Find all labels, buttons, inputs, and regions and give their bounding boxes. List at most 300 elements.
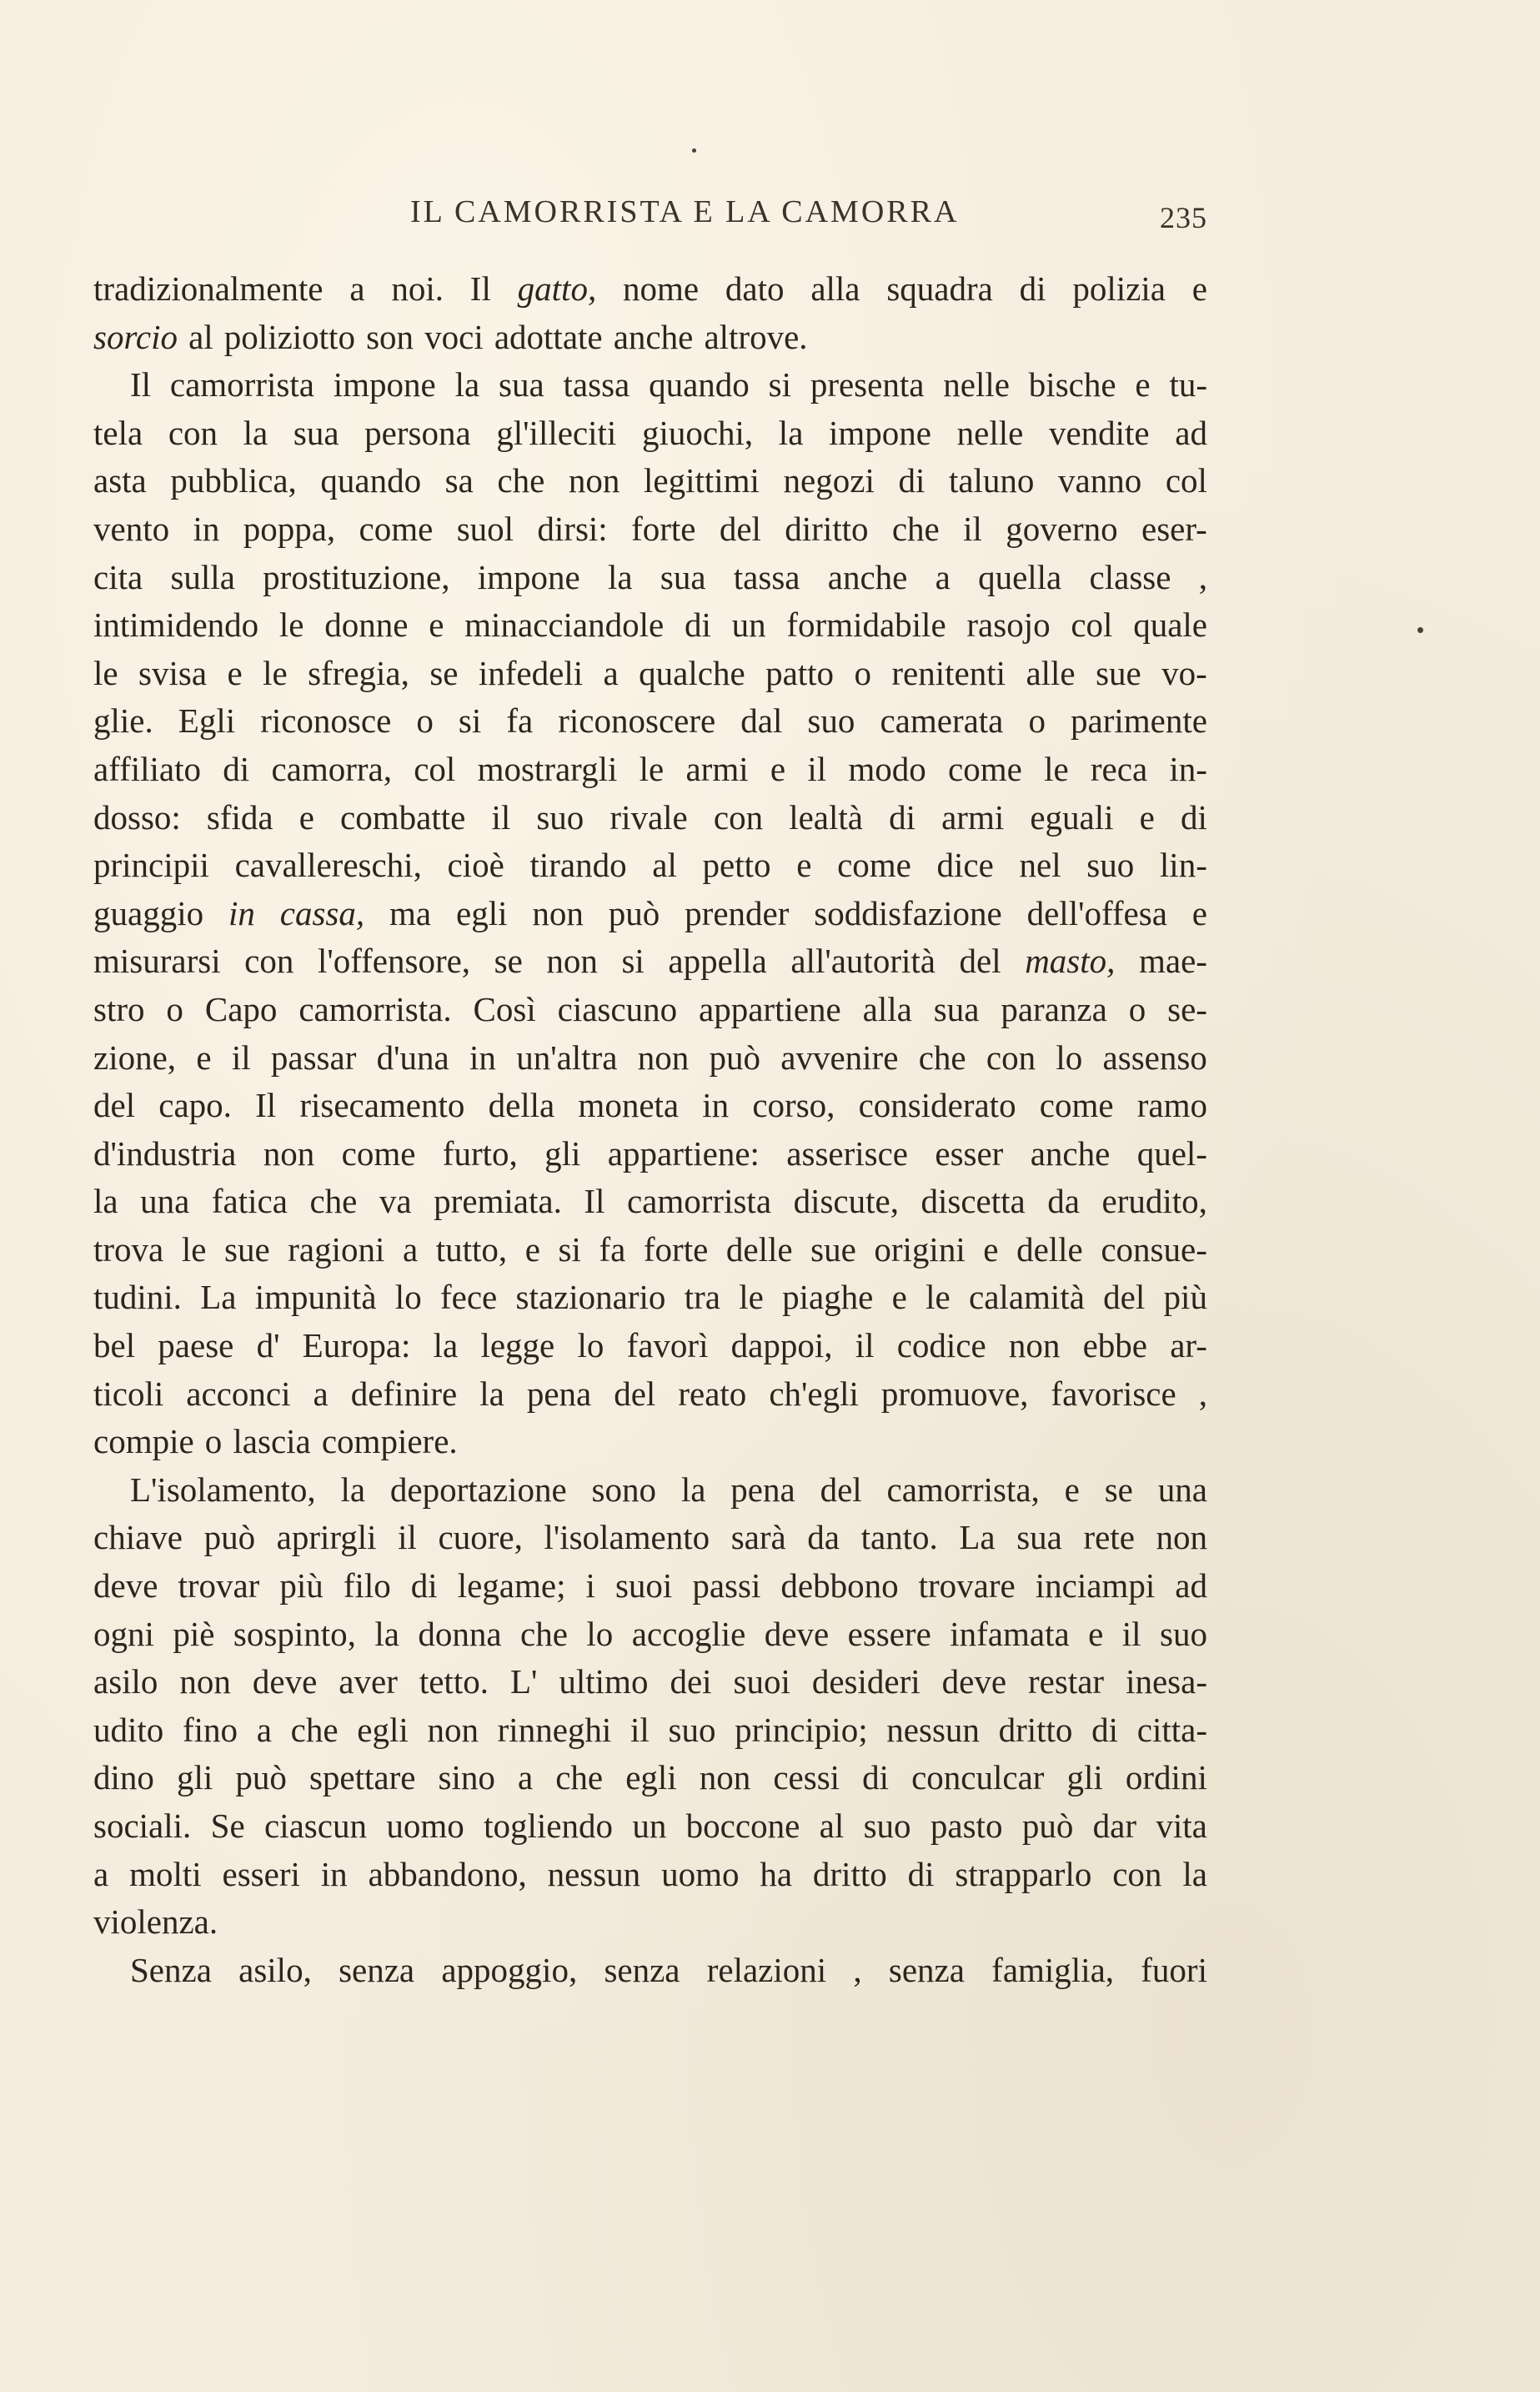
word: ciascuno bbox=[557, 989, 678, 1028]
word: e bbox=[227, 653, 243, 692]
word: quel- bbox=[1136, 1133, 1207, 1173]
word: sono bbox=[591, 1470, 656, 1509]
word: impunità bbox=[254, 1278, 377, 1317]
text-line bbox=[93, 842, 1207, 890]
word: può bbox=[709, 1038, 760, 1077]
word: anche bbox=[613, 317, 694, 356]
word: citta- bbox=[1136, 1710, 1207, 1749]
word: sfregia, bbox=[308, 653, 409, 692]
text-line bbox=[93, 1851, 1207, 1899]
word: reca bbox=[1090, 749, 1148, 788]
word: armi bbox=[685, 749, 749, 788]
word: taluno bbox=[948, 461, 1035, 500]
word: abbandono, bbox=[368, 1854, 527, 1893]
word: conculcar bbox=[911, 1758, 1045, 1797]
word: lascia bbox=[233, 1422, 311, 1461]
word: col bbox=[1071, 606, 1113, 645]
word: suo bbox=[863, 1807, 911, 1845]
word: lealtà bbox=[789, 797, 863, 837]
word: deve bbox=[93, 1566, 158, 1606]
word: a bbox=[349, 269, 365, 308]
word: alle bbox=[1026, 653, 1076, 692]
word: rivale bbox=[609, 797, 688, 837]
text-line bbox=[93, 1226, 1207, 1274]
word: vendite bbox=[1048, 413, 1150, 452]
word: e bbox=[1064, 1470, 1080, 1509]
word: non bbox=[263, 1133, 315, 1173]
word: fuori bbox=[1141, 1950, 1207, 1989]
text-line bbox=[93, 1370, 1207, 1419]
word: sua bbox=[660, 557, 706, 596]
word: sue bbox=[224, 1229, 270, 1269]
word: polizia bbox=[1072, 269, 1166, 308]
word: di bbox=[1091, 1710, 1119, 1749]
word: se bbox=[494, 942, 523, 981]
text-line bbox=[93, 1562, 1207, 1611]
word: assenso bbox=[1102, 1038, 1207, 1077]
word: in bbox=[193, 509, 220, 548]
word: udito bbox=[93, 1710, 164, 1749]
word: fa bbox=[506, 701, 534, 741]
word: le bbox=[278, 606, 304, 645]
word: non bbox=[568, 461, 620, 500]
word: egli bbox=[456, 893, 508, 932]
word: principii bbox=[93, 846, 209, 885]
word: del bbox=[614, 1374, 656, 1413]
word: le bbox=[739, 1278, 764, 1317]
word: capo. bbox=[158, 1086, 232, 1125]
word: spettare bbox=[309, 1758, 416, 1797]
word: inciampi bbox=[1035, 1566, 1156, 1606]
word: nel bbox=[1019, 846, 1061, 885]
word: con bbox=[713, 797, 764, 837]
word: non bbox=[1008, 1326, 1061, 1365]
word: di bbox=[907, 1854, 935, 1893]
text-line bbox=[93, 314, 1207, 362]
text-line bbox=[93, 1947, 1207, 1995]
text-line bbox=[93, 650, 1207, 698]
word: il bbox=[231, 1038, 251, 1077]
word: l'isolamento bbox=[544, 1518, 710, 1557]
word: quale bbox=[1133, 606, 1207, 645]
word: squadra bbox=[886, 269, 993, 308]
word: petto bbox=[702, 846, 771, 885]
word: legge bbox=[480, 1326, 555, 1365]
word: lo bbox=[1056, 1038, 1083, 1077]
word: le bbox=[93, 653, 118, 692]
word: ramo bbox=[1136, 1086, 1207, 1125]
word: favorisce bbox=[1051, 1374, 1176, 1413]
word: lo bbox=[577, 1326, 604, 1365]
word: inesa- bbox=[1126, 1662, 1207, 1701]
text-line bbox=[93, 1514, 1207, 1562]
word: le bbox=[1044, 749, 1069, 788]
word: discetta bbox=[920, 1182, 1026, 1221]
word: ch'egli bbox=[769, 1374, 859, 1413]
word: egli bbox=[625, 1758, 677, 1797]
word: noi. bbox=[391, 269, 444, 308]
word: a bbox=[603, 653, 619, 692]
word: la bbox=[608, 557, 633, 596]
word: ad bbox=[1175, 1566, 1207, 1606]
word: L'isolamento, bbox=[130, 1470, 316, 1509]
text-line bbox=[93, 361, 1207, 410]
word: del bbox=[1103, 1278, 1146, 1317]
word: strapparlo bbox=[955, 1854, 1092, 1893]
word: dal bbox=[740, 701, 783, 741]
word: gli bbox=[1066, 1758, 1103, 1797]
text-line bbox=[93, 265, 1207, 314]
word: fece bbox=[439, 1278, 498, 1317]
word: tassa bbox=[563, 365, 630, 405]
word: quando bbox=[320, 461, 422, 500]
word: sue bbox=[810, 1229, 856, 1269]
text-line bbox=[93, 1706, 1207, 1755]
word: cessi bbox=[773, 1758, 840, 1797]
word: con bbox=[1112, 1854, 1162, 1893]
text-line bbox=[93, 986, 1207, 1034]
word: stazionario bbox=[515, 1278, 666, 1317]
word: tassa bbox=[733, 557, 800, 596]
word: sua bbox=[293, 413, 339, 452]
word: renitenti bbox=[891, 653, 1006, 692]
word: e bbox=[1191, 269, 1207, 308]
word: impone bbox=[477, 557, 580, 596]
word: compie bbox=[93, 1422, 194, 1461]
word: di bbox=[889, 797, 915, 837]
word: paese bbox=[158, 1326, 234, 1365]
word: passi bbox=[692, 1566, 761, 1606]
word: persona bbox=[364, 413, 471, 452]
word: bische bbox=[1028, 365, 1116, 405]
word: senza bbox=[888, 1950, 965, 1989]
word: debbono bbox=[780, 1566, 899, 1606]
word: si bbox=[768, 365, 791, 405]
word: e bbox=[196, 1038, 212, 1077]
word: quando bbox=[649, 365, 750, 405]
word: ogni bbox=[93, 1614, 154, 1653]
text-line bbox=[93, 937, 1207, 986]
word: se bbox=[429, 653, 459, 692]
word: alla bbox=[862, 989, 912, 1028]
word: la bbox=[433, 1326, 459, 1365]
word: diritto bbox=[785, 509, 869, 548]
text-line bbox=[93, 1274, 1207, 1322]
word: affiliato bbox=[93, 749, 202, 788]
word: cita bbox=[93, 557, 143, 596]
text-line bbox=[93, 457, 1207, 505]
word: l'offensore, bbox=[317, 942, 471, 981]
word: eser- bbox=[1141, 509, 1207, 548]
word: vo- bbox=[1161, 653, 1207, 692]
text-line bbox=[93, 1322, 1207, 1370]
word: dosso: bbox=[93, 797, 181, 837]
word: non bbox=[546, 942, 598, 981]
word: formidabile bbox=[786, 606, 946, 645]
word: nelle bbox=[956, 413, 1024, 452]
text-line bbox=[93, 697, 1207, 746]
word: molti bbox=[129, 1854, 202, 1893]
word: asta bbox=[93, 461, 147, 500]
word: desideri bbox=[811, 1662, 920, 1701]
word: cuore, bbox=[438, 1518, 523, 1557]
word: Se bbox=[210, 1807, 245, 1845]
word: governo bbox=[1006, 509, 1118, 548]
word: Europa: bbox=[302, 1326, 411, 1365]
word: fino bbox=[183, 1710, 238, 1749]
word: asilo, bbox=[238, 1950, 312, 1989]
word: gli bbox=[176, 1758, 213, 1797]
word: e bbox=[983, 1229, 999, 1269]
word: mostrargli bbox=[477, 749, 618, 788]
word: dei bbox=[670, 1662, 712, 1701]
word: impone bbox=[829, 413, 931, 452]
word: si bbox=[621, 942, 645, 981]
word: ar- bbox=[1170, 1326, 1207, 1365]
word: non bbox=[179, 1662, 231, 1701]
text-line bbox=[93, 794, 1207, 842]
word: il bbox=[807, 749, 827, 788]
word: pasto bbox=[930, 1807, 1003, 1845]
word: la bbox=[454, 365, 480, 405]
word: d' bbox=[256, 1326, 280, 1365]
word: armi bbox=[941, 797, 1005, 837]
word: ha bbox=[760, 1854, 793, 1893]
word: come bbox=[1039, 1086, 1114, 1125]
word: paranza bbox=[1001, 989, 1107, 1028]
word: e bbox=[1139, 797, 1155, 837]
word: ciascun bbox=[264, 1807, 367, 1845]
word: altrove. bbox=[704, 317, 808, 356]
word: uomo bbox=[661, 1854, 740, 1893]
text-line bbox=[93, 1130, 1207, 1178]
word: calamità bbox=[969, 1278, 1085, 1317]
word: da bbox=[1047, 1182, 1080, 1221]
word: dato bbox=[725, 269, 785, 308]
word: un bbox=[731, 606, 766, 645]
word: sua bbox=[499, 365, 544, 405]
word: delle bbox=[725, 1229, 793, 1269]
word: e bbox=[891, 1278, 907, 1317]
word: rinneghi bbox=[497, 1710, 612, 1749]
word: sua bbox=[1016, 1518, 1062, 1557]
word: favorì bbox=[626, 1326, 709, 1365]
word: non bbox=[427, 1710, 479, 1749]
word: da bbox=[807, 1518, 840, 1557]
word: misurarsi bbox=[93, 942, 221, 981]
word: della bbox=[488, 1086, 555, 1125]
word: a bbox=[93, 1854, 109, 1893]
word: dell'offesa bbox=[1026, 893, 1167, 932]
word: zione, bbox=[93, 1038, 177, 1077]
word: ebbe bbox=[1082, 1326, 1148, 1365]
word: senza bbox=[604, 1950, 680, 1989]
word: camorrista bbox=[169, 365, 314, 405]
word: giuochi, bbox=[641, 413, 754, 452]
word: il bbox=[491, 797, 511, 837]
word: modo bbox=[848, 749, 926, 788]
word: risecamento bbox=[299, 1086, 465, 1125]
word: cioè bbox=[447, 846, 504, 885]
word: trovar bbox=[178, 1566, 260, 1606]
word: in bbox=[320, 1854, 348, 1893]
word: a bbox=[402, 1229, 419, 1269]
word: origini bbox=[874, 1229, 966, 1269]
word: rete bbox=[1083, 1518, 1135, 1557]
word: camorrista. bbox=[298, 989, 452, 1028]
word: sarà bbox=[730, 1518, 786, 1557]
word: ultimo bbox=[559, 1662, 649, 1701]
word: sospinto, bbox=[233, 1614, 356, 1653]
word: Senza bbox=[130, 1950, 212, 1989]
word: all'autorità bbox=[790, 942, 936, 981]
word: che bbox=[290, 1710, 339, 1749]
word: suo bbox=[536, 797, 584, 837]
word: nome bbox=[623, 269, 700, 308]
word: tudini. bbox=[93, 1278, 182, 1317]
word: dino bbox=[93, 1758, 154, 1797]
word: qualche bbox=[639, 653, 745, 692]
word: dice bbox=[936, 846, 994, 885]
word: consue- bbox=[1101, 1229, 1207, 1269]
word: ma bbox=[389, 893, 432, 932]
word: e bbox=[298, 797, 314, 837]
text-line bbox=[93, 505, 1207, 554]
word: vita bbox=[1156, 1807, 1207, 1845]
word: d'industria bbox=[93, 1133, 237, 1173]
word: dar bbox=[1092, 1807, 1137, 1845]
word: combatte bbox=[340, 797, 466, 837]
body-text bbox=[93, 265, 1207, 1994]
word: stro bbox=[93, 989, 145, 1028]
word: codice bbox=[896, 1326, 986, 1365]
word: che bbox=[309, 1182, 358, 1221]
word: intimidendo bbox=[93, 606, 259, 645]
word: poppa, bbox=[243, 509, 336, 548]
word: se bbox=[1104, 1470, 1133, 1509]
word: o bbox=[416, 701, 434, 741]
word: o bbox=[1028, 701, 1046, 741]
text-line bbox=[93, 1034, 1207, 1083]
word: infamata bbox=[950, 1614, 1070, 1653]
word: Il bbox=[130, 365, 152, 405]
word: principio; bbox=[735, 1710, 868, 1749]
word: le bbox=[926, 1278, 951, 1317]
word: non bbox=[532, 893, 584, 932]
text-line bbox=[93, 601, 1207, 650]
word: dritto bbox=[998, 1710, 1073, 1749]
word: sa bbox=[444, 461, 474, 500]
word: può bbox=[1021, 1807, 1074, 1845]
word: considerato bbox=[858, 1086, 1016, 1125]
word: fatica bbox=[211, 1182, 288, 1221]
word: anche bbox=[1030, 1133, 1111, 1173]
word: suoi bbox=[733, 1662, 790, 1701]
word: , bbox=[853, 1950, 862, 1989]
word: di bbox=[410, 1566, 438, 1606]
word: che bbox=[555, 1758, 604, 1797]
word: adottate bbox=[494, 317, 603, 356]
word: glie. bbox=[93, 701, 153, 741]
word: ticoli bbox=[93, 1374, 164, 1413]
word: sue bbox=[1096, 653, 1141, 692]
word: il bbox=[963, 509, 982, 548]
word: legame; bbox=[457, 1566, 566, 1606]
word: non bbox=[637, 1038, 690, 1077]
word: e bbox=[1088, 1614, 1104, 1653]
page-header bbox=[93, 193, 1207, 244]
word: Così bbox=[473, 989, 536, 1028]
word: appoggio, bbox=[441, 1950, 578, 1989]
word: pena bbox=[526, 1374, 592, 1413]
word: tetto. bbox=[419, 1662, 489, 1701]
word: classe bbox=[1089, 557, 1171, 596]
word: Il bbox=[469, 269, 491, 308]
word: gatto, bbox=[517, 269, 597, 308]
word: tela bbox=[93, 413, 143, 452]
word: alla bbox=[810, 269, 860, 308]
word: che bbox=[891, 509, 940, 548]
word: appella bbox=[668, 942, 767, 981]
word: asserisce bbox=[786, 1133, 908, 1173]
word: discute, bbox=[793, 1182, 899, 1221]
word: poliziotto bbox=[223, 317, 355, 356]
word: furto, bbox=[442, 1133, 518, 1173]
text-line bbox=[93, 1418, 1207, 1466]
word: cavallereschi, bbox=[234, 846, 422, 885]
word: uomo bbox=[386, 1807, 464, 1845]
word: compiere. bbox=[321, 1422, 458, 1461]
word: se- bbox=[1167, 989, 1207, 1028]
word: Egli bbox=[178, 701, 236, 741]
word: forte bbox=[643, 1229, 709, 1269]
text-line bbox=[93, 890, 1207, 938]
word: tra bbox=[684, 1278, 720, 1317]
word: in- bbox=[1169, 749, 1207, 788]
word: minacciandole bbox=[464, 606, 665, 645]
text-line bbox=[93, 410, 1207, 458]
word: e bbox=[770, 749, 786, 788]
word: più bbox=[279, 1566, 324, 1606]
word: nessun bbox=[547, 1854, 641, 1893]
ink-speck bbox=[1417, 627, 1423, 633]
word: svisa bbox=[138, 653, 208, 692]
word: la bbox=[778, 413, 804, 452]
word: avvenire bbox=[780, 1038, 899, 1077]
word: suo bbox=[1086, 846, 1135, 885]
word: bel bbox=[93, 1326, 136, 1365]
word: camorra, bbox=[271, 749, 392, 788]
word: suo bbox=[807, 701, 855, 741]
word: asilo bbox=[93, 1662, 158, 1701]
word: col bbox=[414, 749, 456, 788]
word: il bbox=[1121, 1614, 1141, 1653]
word: come bbox=[359, 509, 434, 548]
word: son bbox=[366, 317, 414, 356]
word: boccone bbox=[685, 1807, 800, 1845]
word: , bbox=[1198, 1374, 1207, 1413]
word: gli bbox=[544, 1133, 581, 1173]
word: del bbox=[820, 1470, 862, 1509]
word: parimente bbox=[1071, 701, 1207, 741]
word: che bbox=[497, 461, 545, 500]
word: rasojo bbox=[966, 606, 1051, 645]
word: esser bbox=[935, 1133, 1004, 1173]
word: al bbox=[652, 846, 677, 885]
word: le bbox=[181, 1229, 207, 1269]
word: La bbox=[200, 1278, 237, 1317]
text-line bbox=[93, 1611, 1207, 1659]
